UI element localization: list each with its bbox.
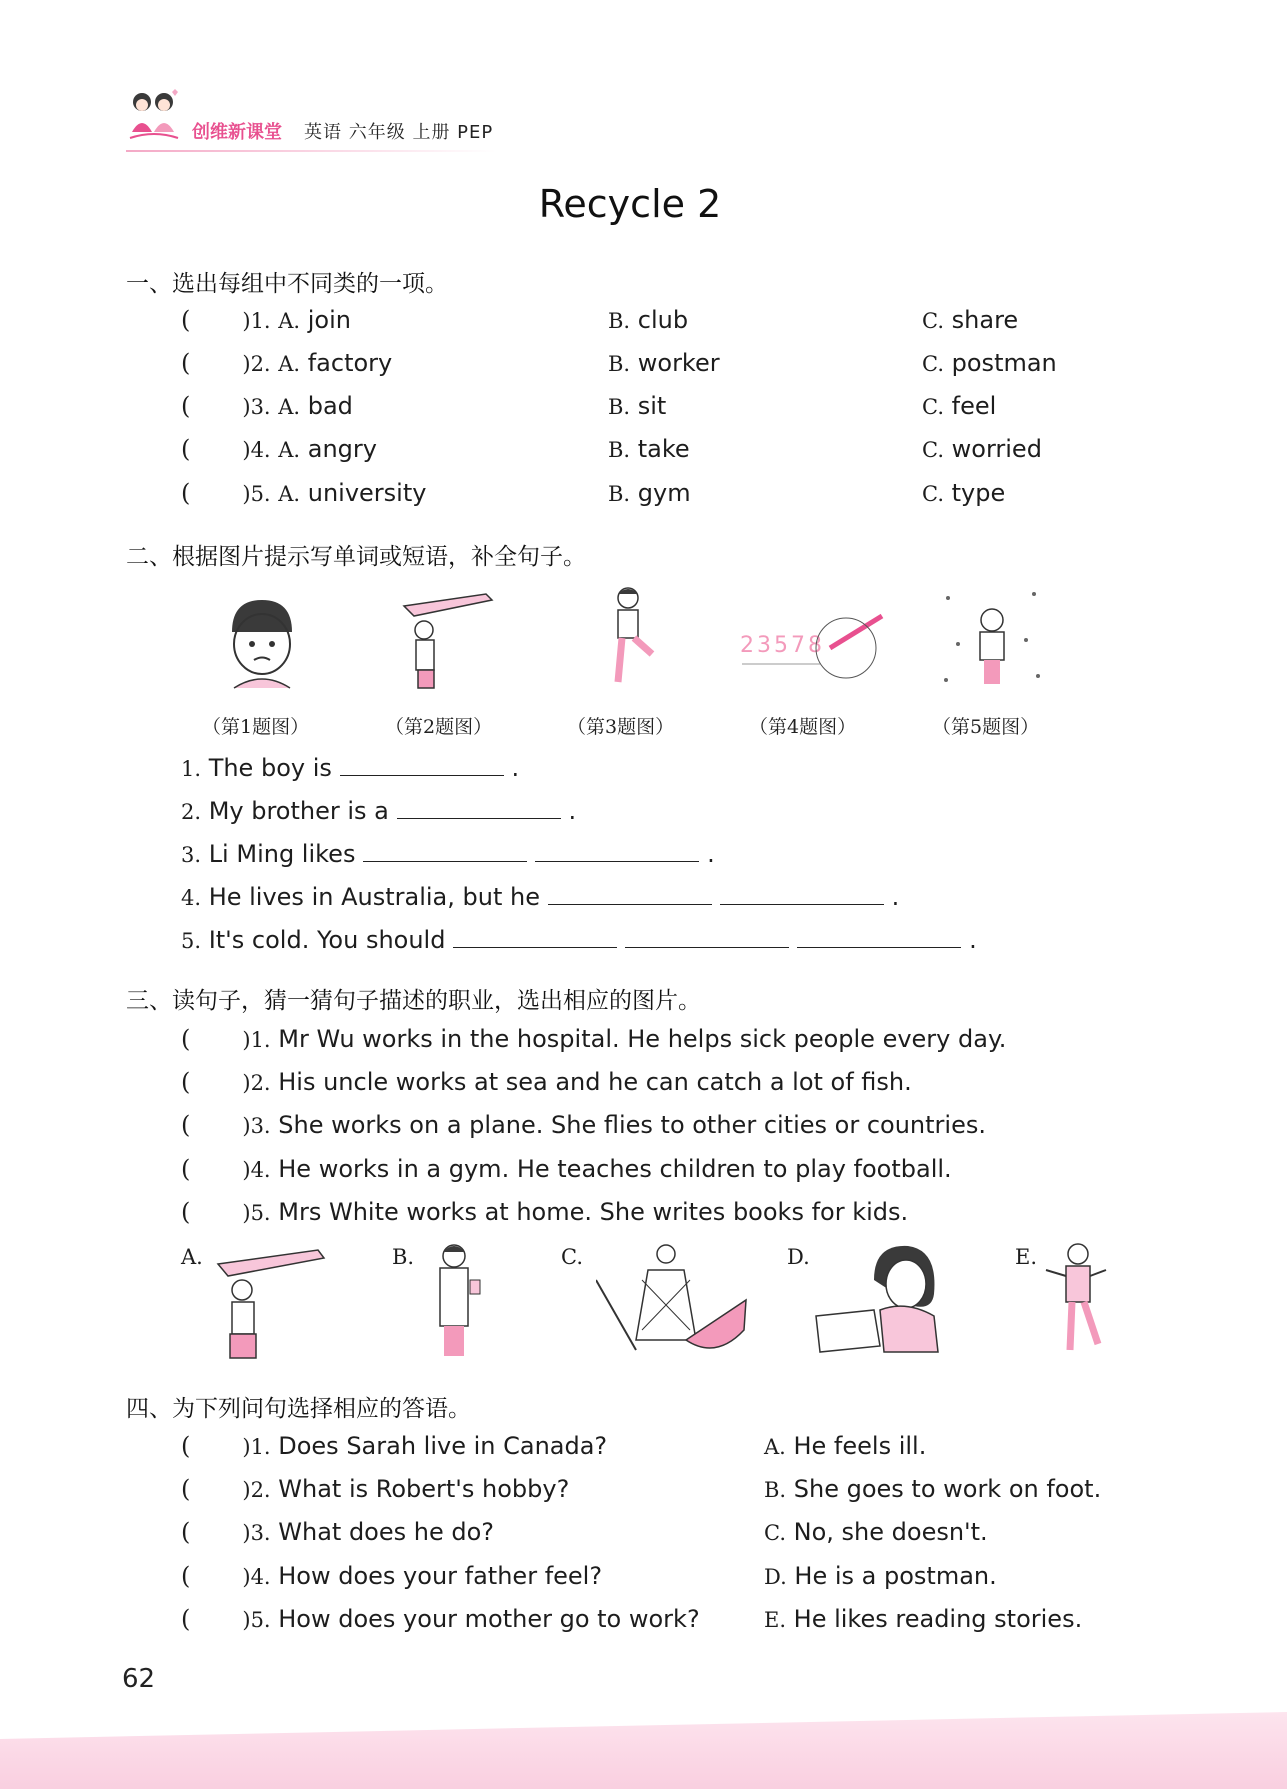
caption-2: （第2题图）: [385, 716, 493, 738]
option-d-label: D.: [787, 1245, 810, 1269]
footer-band: [0, 1712, 1287, 1789]
s2-sentence-1: 1. The boy is .: [181, 754, 520, 782]
caption-1: （第1题图）: [202, 716, 310, 738]
s3-item-5: ( )5. Mrs White works at home. She writes books for kids.: [181, 1198, 909, 1226]
flight-attendant-picture: [208, 1240, 328, 1360]
option-c-label: C.: [561, 1245, 583, 1269]
s2-sentence-2: 2. My brother is a .: [181, 797, 577, 825]
s2-sentence-5: 5. It's cold. You should .: [181, 926, 977, 954]
s4-answer-b: B. She goes to work on foot.: [764, 1475, 1102, 1503]
answer-blank[interactable]: [340, 753, 504, 776]
s1-item-4: ( )4. A. angry: [181, 435, 377, 463]
answer-blank[interactable]: [363, 839, 527, 862]
s1-item-4-b: B. take: [608, 435, 690, 463]
kicking-boy-picture: [598, 584, 668, 690]
option-a-label: A.: [181, 1245, 203, 1269]
airplane-worker-picture: [394, 586, 498, 690]
s4-question-2: ( )2. What is Robert's hobby?: [181, 1475, 570, 1503]
s1-item-1-b: B. club: [608, 306, 689, 334]
page-number: 62: [122, 1664, 156, 1694]
s1-item-2-b: B. worker: [608, 349, 720, 377]
s1-item-1-c: C. share: [922, 306, 1019, 334]
answer-blank[interactable]: [453, 925, 617, 948]
football-coach-picture: [1036, 1240, 1112, 1358]
caption-5: （第5题图）: [932, 716, 1040, 738]
option-b-label: B.: [392, 1245, 415, 1269]
s1-item-2-c: C. postman: [922, 349, 1057, 377]
s1-item-3: ( )3. A. bad: [181, 392, 353, 420]
s1-item-2: ( )2. A. factory: [181, 349, 393, 377]
brand-name: 创维新课堂: [192, 122, 282, 143]
kids-logo-icon: [126, 88, 182, 150]
section3-heading: 三、读句子，猜一猜句子描述的职业，选出相应的图片。: [126, 988, 701, 1014]
s4-answer-a: A. He feels ill.: [764, 1432, 927, 1460]
s4-answer-d: D. He is a postman.: [764, 1562, 997, 1590]
answer-blank[interactable]: [397, 796, 561, 819]
option-e-label: E.: [1015, 1245, 1038, 1269]
fisherman-picture: [596, 1240, 748, 1362]
worried-boy-picture: [222, 592, 302, 690]
subject-info: 英语 六年级 上册 PEP: [304, 122, 494, 143]
s1-item-5-b: B. gym: [608, 479, 691, 507]
answer-blank[interactable]: [548, 882, 712, 905]
section1-heading: 一、选出每组中不同类的一项。: [126, 271, 448, 297]
answer-blank[interactable]: [625, 925, 789, 948]
s1-item-1: ( )1. A. join: [181, 306, 351, 334]
s1-item-3-b: B. sit: [608, 392, 667, 420]
s3-item-4: ( )4. He works in a gym. He teaches children to play football.: [181, 1155, 952, 1183]
svg-text:23578: 23578: [740, 633, 825, 658]
s3-item-2: ( )2. His uncle works at sea and he can catch a lot of fish.: [181, 1068, 912, 1096]
answer-blank[interactable]: [720, 882, 884, 905]
s4-answer-c: C. No, she doesn't.: [764, 1518, 988, 1546]
s1-item-5: ( )5. A. university: [181, 479, 427, 507]
doctor-picture: [430, 1240, 490, 1360]
page-title: Recycle 2: [538, 182, 722, 226]
numbers-writing-picture: [740, 602, 890, 688]
caption-3: （第3题图）: [567, 716, 675, 738]
s4-answer-e: E. He likes reading stories.: [764, 1605, 1083, 1633]
s3-item-1: ( )1. Mr Wu works in the hospital. He helps sick people every day.: [181, 1025, 1007, 1053]
s4-question-3: ( )3. What does he do?: [181, 1518, 495, 1546]
section2-heading: 二、根据图片提示写单词或短语，补全句子。: [126, 544, 586, 570]
s2-sentence-3: 3. Li Ming likes .: [181, 840, 715, 868]
s4-question-5: ( )5. How does your mother go to work?: [181, 1605, 700, 1633]
s1-item-5-c: C. type: [922, 479, 1006, 507]
caption-4: （第4题图）: [749, 716, 857, 738]
header-divider: [126, 150, 496, 152]
answer-blank[interactable]: [797, 925, 961, 948]
s2-sentence-4: 4. He lives in Australia, but he .: [181, 883, 900, 911]
s1-item-3-c: C. feel: [922, 392, 997, 420]
cold-boy-picture: [938, 584, 1046, 690]
s4-question-4: ( )4. How does your father feel?: [181, 1562, 603, 1590]
s4-question-1: ( )1. Does Sarah live in Canada?: [181, 1432, 608, 1460]
s1-item-4-c: C. worried: [922, 435, 1042, 463]
section4-heading: 四、为下列问句选择相应的答语。: [126, 1396, 471, 1422]
answer-blank[interactable]: [535, 839, 699, 862]
writer-picture: [814, 1240, 954, 1356]
s3-item-3: ( )3. She works on a plane. She flies to other cities or countries.: [181, 1111, 986, 1139]
